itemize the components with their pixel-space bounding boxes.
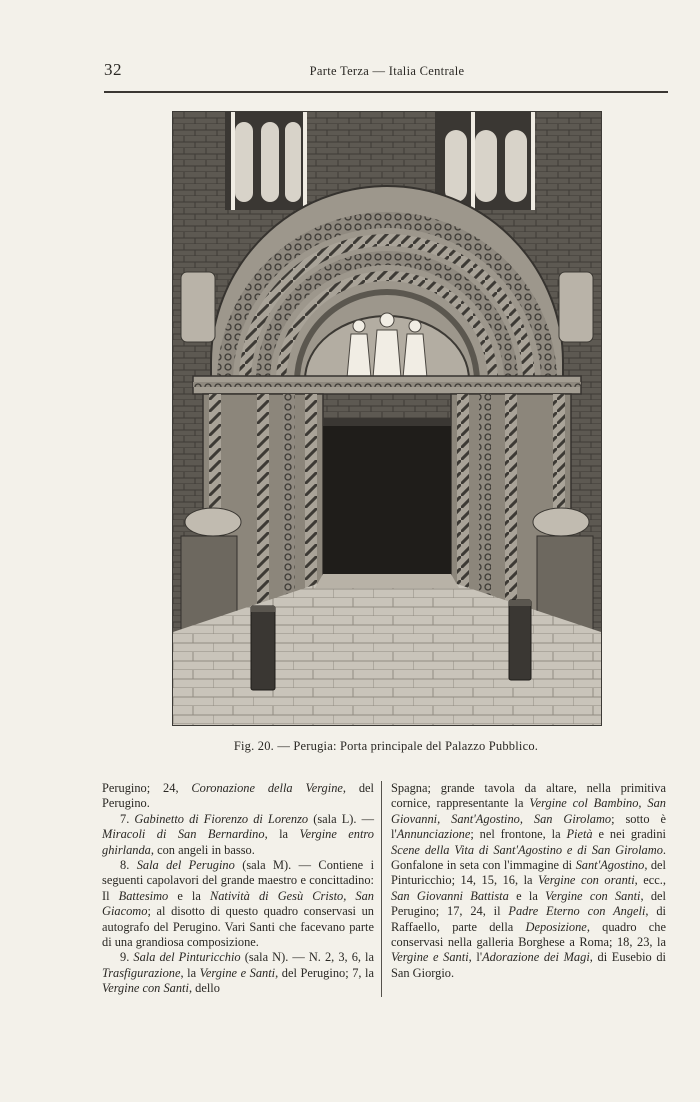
text-segment: , la [180, 965, 200, 980]
text-segment: Natività di Gesù Cristo, San Giacomo [102, 888, 375, 919]
running-title: Parte Terza — Italia Centrale [309, 64, 465, 78]
text-segment: Miracoli di San Bernardino [102, 827, 265, 842]
text-segment: Pietà [566, 827, 593, 842]
text-segment: , quadro che conservasi nella galleria Borghese a Roma; 18, 23, la [391, 919, 666, 950]
text-segment: , del Pinturicchio; 14, 15, 16, la [391, 858, 666, 888]
text-segment: , del Perugino; 17, 24, il [391, 888, 666, 919]
text-segment: Trasfigurazione [102, 965, 181, 980]
text-segment: , di Raffaello, parte della [391, 904, 666, 934]
text-segment: San Giovanni Battista [391, 888, 509, 903]
left-paragraph-3 [102, 858, 374, 950]
page-number: 32 [104, 60, 122, 79]
text-segment: , la [264, 827, 300, 842]
text-segment: , del Perugino; 7, la [275, 965, 374, 980]
column-divider [381, 781, 382, 997]
right-paragraph-1 [391, 781, 666, 981]
text-segment: Sala del Perugino [136, 858, 235, 873]
left-paragraph-1 [102, 781, 374, 812]
text-segment: , con angeli in basso. [150, 842, 255, 857]
text-segment: Vergine col Bambino, San Giovanni, Sant'Agostino, San Girolamo [391, 796, 666, 826]
text-segment: 9. [120, 950, 134, 965]
text-segment: Sala del Pinturicchio [133, 950, 241, 965]
header-rule [104, 91, 668, 93]
text-segment: e nei gradini [592, 827, 666, 842]
text-segment: Perugino; 24, [102, 781, 192, 795]
text-segment: Spagna; grande tavola da altare, nella primitiva cornice, rappresentante la [391, 781, 666, 811]
text-segment: Padre Eterno con Angeli [508, 904, 646, 919]
text-segment: 7. [120, 811, 135, 826]
text-segment: Adorazione dei Magi [482, 950, 590, 965]
text-segment: , di Eusebio di San Giorgio. [391, 950, 666, 980]
text-segment: (sala N). — N. 2, 3, 6, la [240, 950, 374, 965]
text-segment: , ecc., [634, 873, 666, 888]
text-segment: Vergine con Santi [102, 981, 189, 996]
text-segment: e la [168, 888, 210, 903]
text-segment: Vergine con Santi [545, 888, 641, 903]
text-segment: . Gonfalone in seta con l'immagine di [391, 842, 666, 873]
text-segment: Gabinetto di Fiorenzo di Lorenzo [134, 811, 309, 826]
left-column [102, 781, 374, 997]
text-segment: , del Perugino. [102, 781, 374, 811]
text-segment: Deposizione [525, 919, 587, 934]
text-segment: (sala M). — Contiene i seguenti capolavori del grande maestro e concittadino: Il [102, 858, 375, 903]
text-segment: (sala L). — [308, 811, 374, 826]
text-segment: Vergine con oranti [538, 873, 635, 888]
text-segment: Vergine e Santi [391, 950, 469, 965]
text-segment: Vergine e Santi [199, 965, 276, 980]
text-segment: e la [508, 888, 546, 903]
text-segment: ; nel frontone, la [470, 827, 567, 842]
text-segment: , dello [188, 981, 220, 996]
text-segment: Scene della Vita di Sant'Agostino e di San Girolamo [391, 842, 663, 857]
text-segment: Coronazione della Vergine [191, 781, 343, 795]
portal-illustration [173, 112, 601, 725]
page-header [104, 58, 670, 82]
portal-engraving [172, 111, 602, 726]
text-segment: Sant'Agostino [575, 858, 645, 873]
text-segment: 8. [120, 858, 137, 873]
figure-caption: Fig. 20. — Perugia: Porta principale del Palazzo Pubblico. [233, 739, 539, 753]
text-segment: , l' [468, 950, 483, 965]
left-paragraph-2 [102, 812, 374, 858]
right-column [391, 781, 666, 981]
text-segment: ; sotto è l' [391, 811, 666, 842]
text-segment: Vergine entro ghirlanda [102, 827, 374, 857]
text-segment: Annunciazione [396, 827, 471, 842]
left-paragraph-4 [102, 950, 374, 996]
text-segment: Battesimo [118, 888, 169, 903]
text-segment: ; al disotto di questo quadro conservasi un autografo del Perugino. Vari Santi che facevano parte di una grandiosa composizione. [102, 904, 374, 950]
